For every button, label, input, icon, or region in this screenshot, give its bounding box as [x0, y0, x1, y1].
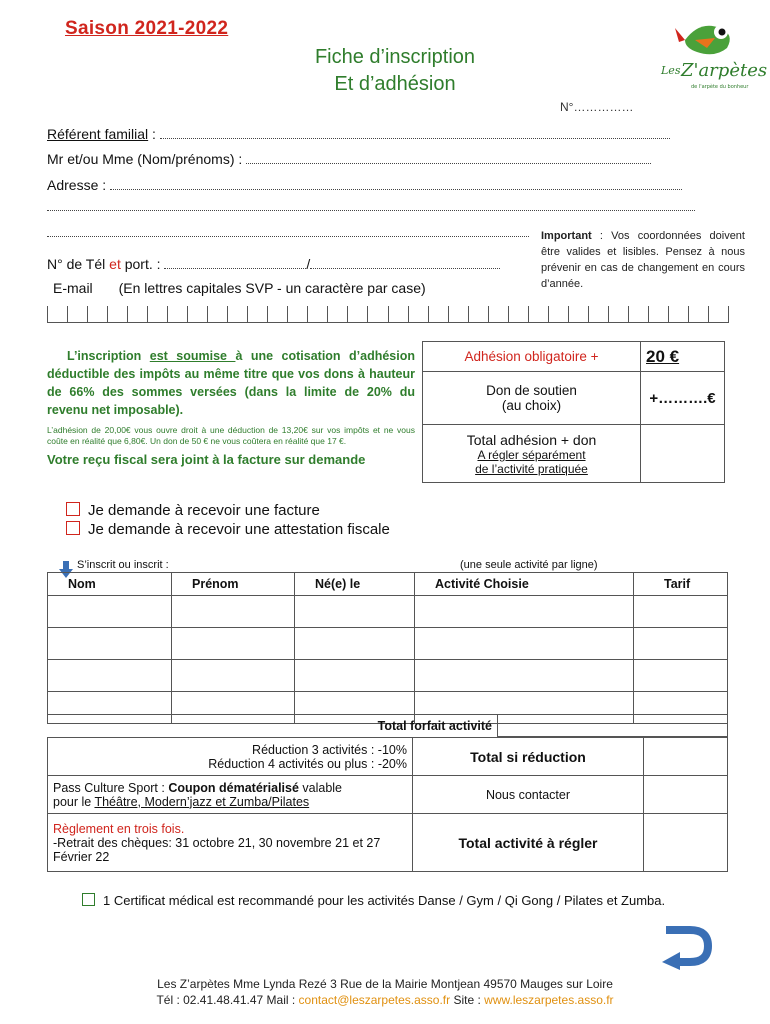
cell[interactable]	[634, 660, 728, 692]
cell[interactable]	[295, 660, 415, 692]
footer-site-label: Site :	[450, 993, 485, 1007]
char-box-divider	[668, 306, 669, 322]
nom-label: Mr et/ou Mme (Nom/prénoms) :	[47, 151, 243, 167]
zarpetes-logo	[655, 18, 768, 98]
char-box-divider	[367, 306, 368, 322]
fees-table	[422, 341, 725, 483]
insc-rest: à une cotisation d’adhésion déductible des impôts au même titre que vos dons à hauteur de 66% des sommes versées (dans la limite de 20% du revenu net imposable).	[47, 349, 415, 417]
attestation-checkbox[interactable]	[66, 521, 80, 535]
char-box-divider	[488, 306, 489, 322]
char-box-divider	[167, 306, 168, 322]
don-cell	[423, 372, 641, 425]
total-reduction-value[interactable]	[644, 738, 728, 776]
col-prenom: Prénom	[172, 573, 295, 596]
cell[interactable]	[634, 596, 728, 628]
cell[interactable]	[295, 628, 415, 660]
certificat-text: 1 Certificat médical est recommandé pour les activités Danse / Gym / Qi Gong / Pilates et Zumba.	[103, 893, 666, 908]
col-tarif: Tarif	[634, 573, 728, 596]
svg-text:Les: Les	[661, 64, 681, 77]
adhesion-label: Adhésion obligatoire +	[423, 342, 641, 372]
tel-label: N° de Tél	[47, 256, 106, 272]
referent-line	[47, 126, 695, 142]
col-activite: Activité Choisie	[415, 573, 634, 596]
activities-table	[47, 572, 728, 724]
char-box-divider	[708, 306, 709, 322]
inscription-info	[47, 347, 415, 469]
email-hint: (En lettres capitales SVP - un caractère par case)	[118, 280, 426, 296]
table-row	[48, 660, 728, 692]
char-box-divider	[307, 306, 308, 322]
email-line	[53, 280, 426, 296]
cell[interactable]	[172, 660, 295, 692]
svg-text:de l'arpète du bonheur: de l'arpète du bonheur	[691, 84, 749, 90]
adresse-line	[47, 177, 695, 193]
footer-site-link[interactable]: www.leszarpetes.asso.fr	[484, 993, 614, 1007]
reglement-title: Règlement en trois fois.	[53, 821, 185, 836]
inscrit-label: S’inscrit ou inscrit :	[77, 559, 169, 571]
nom-field[interactable]	[246, 163, 651, 164]
char-box-divider	[147, 306, 148, 322]
char-box-divider	[227, 306, 228, 322]
table-row	[48, 596, 728, 628]
total-regler-value[interactable]	[644, 814, 728, 872]
referent-field[interactable]	[160, 138, 670, 139]
char-box-divider	[588, 306, 589, 322]
cell[interactable]	[415, 660, 634, 692]
nous-contacter: Nous contacter	[413, 776, 644, 814]
attestation-label: Je demande à recevoir une attestation fiscale	[88, 521, 390, 538]
important-note	[541, 228, 745, 292]
pass-pre: Pass Culture Sport :	[53, 780, 169, 795]
cell[interactable]	[172, 596, 295, 628]
nom-line	[47, 151, 695, 167]
footer-tel: Tél : 02.41.48.41.47 Mail :	[156, 993, 299, 1007]
table-row	[48, 628, 728, 660]
char-box-divider	[347, 306, 348, 322]
total-regler-label: Total activité à régler	[413, 814, 644, 872]
total-value[interactable]	[641, 425, 725, 483]
char-box-divider	[247, 306, 248, 322]
total-forfait-label: Total forfait activité	[47, 715, 498, 737]
pass-line2-pre: pour le	[53, 794, 95, 809]
recu-fiscal: Votre reçu fiscal sera joint à la facture sur demande	[47, 452, 366, 467]
referent-label: Référent familial	[47, 126, 149, 142]
char-box-divider	[608, 306, 609, 322]
char-box-divider	[67, 306, 68, 322]
cell[interactable]	[48, 660, 172, 692]
char-box-divider	[47, 306, 48, 322]
adresse-label: Adresse :	[47, 177, 107, 193]
tel-line	[47, 256, 532, 272]
total-label: Total adhésion + don	[466, 431, 597, 448]
facture-checkbox[interactable]	[66, 502, 80, 516]
summary-table	[47, 737, 728, 872]
activity-note: (une seule activité par ligne)	[460, 559, 598, 571]
reduction-cell	[48, 738, 413, 776]
total-reduction-label: Total si réduction	[413, 738, 644, 776]
adresse-field-2[interactable]	[47, 198, 695, 216]
cell[interactable]	[415, 596, 634, 628]
cell[interactable]	[295, 596, 415, 628]
char-box-divider	[508, 306, 509, 322]
facture-option[interactable]	[66, 502, 320, 519]
footer-address: Les Z’arpètes Mme Lynda Rezé 3 Rue de la Mairie Montjean 49570 Mauges sur Loire	[157, 977, 613, 991]
char-box-divider	[107, 306, 108, 322]
char-box-divider	[87, 306, 88, 322]
char-box-divider	[287, 306, 288, 322]
reglement-cell	[48, 814, 413, 872]
adresse-field-1[interactable]	[110, 189, 682, 190]
don-value[interactable]: +……….€	[641, 372, 725, 425]
pass-line2-underline: Théâtre, Modern’jazz et Zumba/Pilates	[94, 794, 310, 809]
total-sub1: A régler séparément	[477, 447, 586, 462]
char-box-divider	[207, 306, 208, 322]
insc-underline: est soumise	[149, 349, 236, 363]
email-label: E-mail	[53, 280, 93, 296]
insc-small-print: L’adhésion de 20,00€ vous ouvre droit à une déduction de 13,20€ sur vos impôts et ne vous coûte en réalité que 6,80€. Un don de 50 € ne vous coûtera en réalité que 17 €.	[47, 425, 415, 446]
char-box-divider	[187, 306, 188, 322]
form-title	[260, 44, 530, 98]
char-box-divider	[408, 306, 409, 322]
char-box-divider	[327, 306, 328, 322]
adhesion-value: 20 €	[641, 342, 725, 372]
certificat-checkbox[interactable]	[82, 893, 95, 906]
insc-pre: L’inscription	[67, 349, 150, 363]
char-box-divider	[548, 306, 549, 322]
certificat-note	[82, 891, 722, 910]
return-arrow-icon[interactable]	[660, 926, 712, 975]
char-box-divider	[127, 306, 128, 322]
char-box-divider	[267, 306, 268, 322]
port-field[interactable]	[310, 268, 500, 269]
total-sub2: de l’activité pratiquée	[475, 461, 588, 476]
attestation-option[interactable]	[66, 521, 390, 538]
don-label: Don de soutien	[486, 383, 577, 398]
total-forfait-value[interactable]	[498, 715, 728, 737]
col-nom: Nom	[48, 573, 172, 596]
pass-value[interactable]	[644, 776, 728, 814]
facture-label: Je demande à recevoir une facture	[88, 502, 320, 519]
email-char-boxes[interactable]	[47, 297, 729, 323]
cell[interactable]	[415, 628, 634, 660]
footer-mail-link[interactable]: contact@leszarpetes.asso.fr	[298, 993, 451, 1007]
char-box-divider	[468, 306, 469, 322]
char-box-divider	[568, 306, 569, 322]
important-text: : Vos coordonnées doivent être valides et lisibles. Pensez à nous prévenir en cas de changement en cours d’année.	[541, 230, 745, 290]
form-title-line1: Fiche d’inscription	[314, 46, 476, 68]
svg-text:Z'arpètes: Z'arpètes	[681, 60, 768, 81]
char-box-divider	[728, 306, 729, 322]
tel-et: et	[109, 256, 121, 272]
char-box-divider	[688, 306, 689, 322]
cell[interactable]	[48, 596, 172, 628]
referent-colon: :	[148, 126, 156, 142]
important-bold: Important	[541, 230, 592, 242]
reduction-4: Réduction 4 activités ou plus : -20%	[208, 756, 407, 771]
form-number: N°……………	[560, 100, 634, 114]
char-box-divider	[528, 306, 529, 322]
footer-contact	[0, 993, 770, 1007]
cell[interactable]	[172, 628, 295, 660]
season-title: Saison 2021-2022	[65, 18, 229, 39]
char-box-divider	[428, 306, 429, 322]
pass-bold: Coupon dématérialisé	[168, 780, 299, 795]
tel-slash: /	[306, 256, 311, 272]
char-box-divider	[648, 306, 649, 322]
reduction-3: Réduction 3 activités : -10%	[252, 742, 407, 757]
char-box-divider	[448, 306, 449, 322]
form-title-line2: Et d’adhésion	[334, 73, 456, 95]
char-box-divider	[628, 306, 629, 322]
pass-post: valable	[298, 780, 343, 795]
cell[interactable]	[634, 628, 728, 660]
totals-table	[47, 714, 728, 737]
col-ne-le: Né(e) le	[295, 573, 415, 596]
reglement-text: -Retrait des chèques: 31 octobre 21, 30 novembre 21 et 27 Février 22	[53, 835, 381, 864]
don-sub: (au choix)	[501, 398, 562, 413]
pass-culture-cell	[48, 776, 413, 814]
adresse-field-3[interactable]	[47, 224, 529, 242]
cell[interactable]	[48, 628, 172, 660]
char-box-divider	[388, 306, 389, 322]
total-cell	[423, 425, 641, 483]
tel-port-label: port. :	[124, 256, 161, 272]
tel-field[interactable]	[164, 268, 306, 269]
